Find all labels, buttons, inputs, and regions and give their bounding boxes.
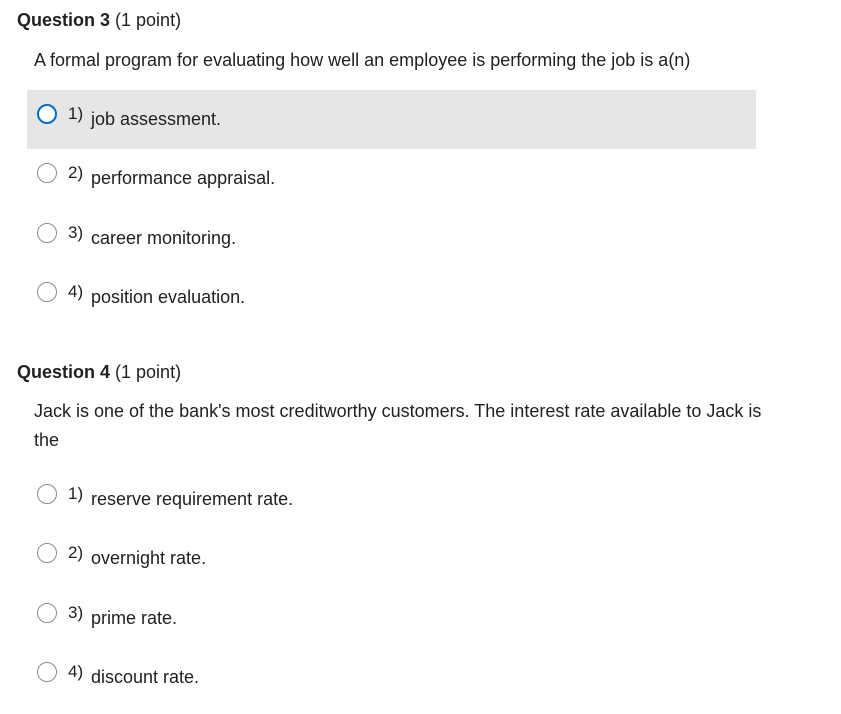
radio-button[interactable] <box>37 282 57 302</box>
question-text: A formal program for evaluating how well an employee is performing the job is a(n) <box>34 50 691 70</box>
option-number: 3) <box>68 603 84 622</box>
radio-button[interactable] <box>37 543 57 563</box>
answer-option-4[interactable] <box>27 648 756 707</box>
option-label[interactable]: job assessment. <box>91 109 222 129</box>
answer-option-1[interactable] <box>27 90 756 149</box>
question-number: Question 3 <box>17 10 111 30</box>
question-points: (1 point) <box>115 10 182 30</box>
answer-option-3[interactable] <box>27 589 756 648</box>
option-label[interactable]: position evaluation. <box>91 287 246 307</box>
question-number: Question 4 <box>17 362 111 382</box>
question-text: Jack is one of the bank's most creditworthy customers. The interest rate available to Jack is the <box>34 401 762 450</box>
option-number: 4) <box>68 282 84 301</box>
answer-option-2[interactable] <box>27 529 756 588</box>
option-number: 3) <box>68 223 84 242</box>
answer-option-1[interactable] <box>27 470 756 529</box>
option-number: 4) <box>68 662 84 681</box>
option-number: 2) <box>68 163 84 182</box>
radio-button[interactable] <box>37 603 57 623</box>
option-label[interactable]: performance appraisal. <box>91 168 276 188</box>
option-label[interactable]: prime rate. <box>91 608 178 628</box>
option-label[interactable]: discount rate. <box>91 667 200 687</box>
option-label[interactable]: career monitoring. <box>91 228 237 248</box>
question-header <box>17 362 181 383</box>
radio-button[interactable] <box>37 163 57 183</box>
radio-button[interactable] <box>37 484 57 504</box>
option-label[interactable]: overnight rate. <box>91 548 207 568</box>
option-label[interactable]: reserve requirement rate. <box>91 489 294 509</box>
option-number: 1) <box>68 104 84 123</box>
radio-button[interactable] <box>37 662 57 682</box>
option-number: 1) <box>68 484 84 503</box>
question-points: (1 point) <box>115 362 182 382</box>
option-number: 2) <box>68 543 84 562</box>
radio-button[interactable] <box>37 223 57 243</box>
answer-option-4[interactable] <box>27 268 756 327</box>
radio-button[interactable] <box>37 104 57 124</box>
answer-option-3[interactable] <box>27 209 756 268</box>
answer-option-2[interactable] <box>27 149 756 208</box>
question-header <box>17 10 181 31</box>
